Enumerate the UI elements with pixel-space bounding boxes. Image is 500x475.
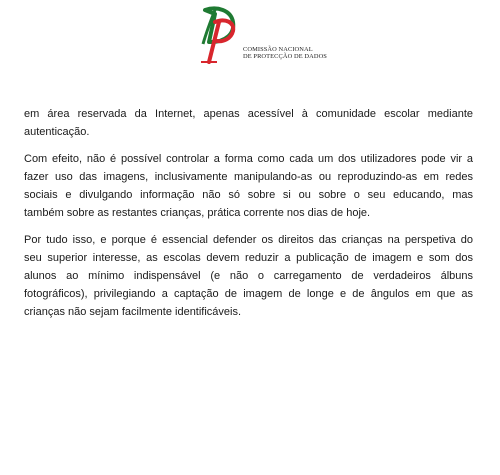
text-line: crianças não sejam facilmente identificáveis. (24, 306, 242, 318)
paragraph (24, 105, 473, 141)
text-line: Com efeito, não é possível controlar a forma como cada um dos utilizadores pode vir a (24, 153, 473, 165)
organization-name-line-2: DE PROTECÇÃO DE DADOS (243, 53, 327, 60)
text-line: autenticação. (24, 126, 90, 138)
paragraph (24, 150, 473, 222)
text-line: seu superior interesse, as escolas devem reduzir a publicação de imagem e som dos (24, 252, 473, 264)
document-body (24, 105, 473, 330)
letterhead (195, 4, 327, 66)
organization-name-line-1: COMISSÃO NACIONAL (243, 46, 313, 53)
organization-name (243, 46, 327, 60)
paragraph (24, 231, 473, 321)
text-line: alunos ao mínimo indispensável (e não o carregamento de verdadeiros álbuns (24, 270, 473, 282)
text-line: em área reservada da Internet, apenas acessível à comunidade escolar mediante (24, 108, 473, 120)
text-line: Por tudo isso, e porque é essencial defender os direitos das crianças na perspetiva do (24, 234, 473, 246)
cnpd-logo (195, 4, 241, 66)
text-line: fotográficos), privilegiando a captação de imagem de longe e de ângulos em que as (24, 288, 473, 300)
text-line: também sobre as restantes crianças, prática corrente nos dias de hoje. (24, 207, 371, 219)
text-line: sociais e divulgando informação não só sobre si ou sobre o seu educando, mas (24, 189, 473, 201)
text-line: fazer uso das imagens, inclusivamente manipulando-as ou reproduzindo-as em redes (24, 171, 473, 183)
